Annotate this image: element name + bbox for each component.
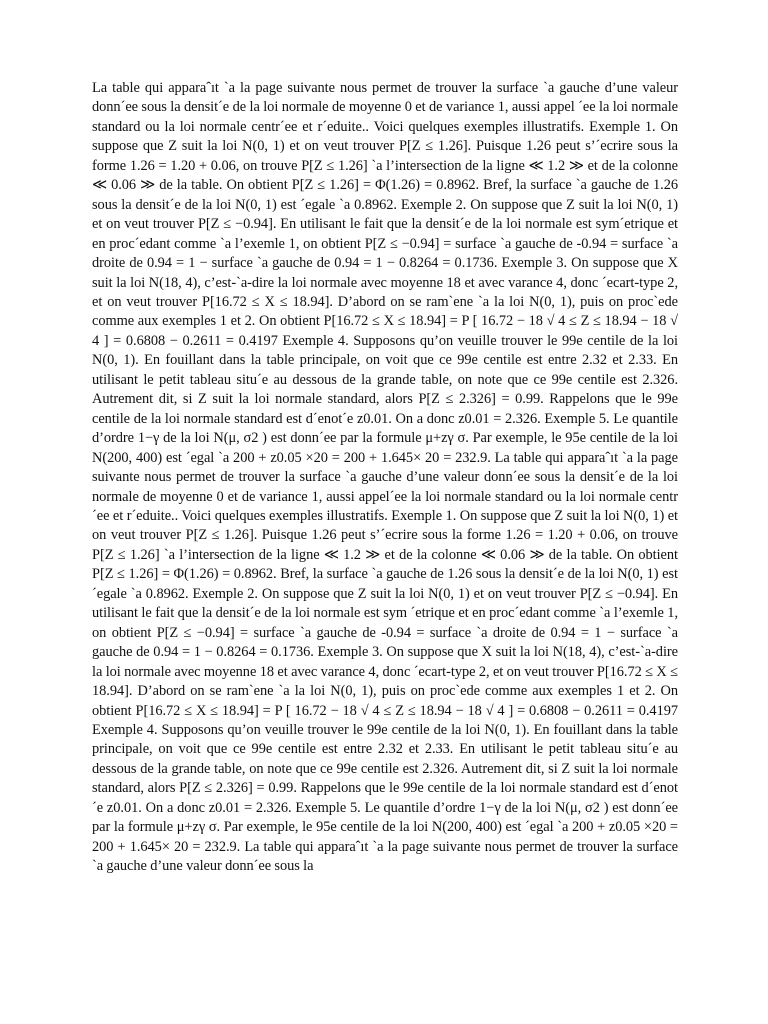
body-paragraph: La table qui apparaˆıt `a la page suivante nous permet de trouver la surface `a gauche d’une valeur donn´ee sous la densit´e de la loi normale de moyenne 0 et de variance 1, aussi appel ´ee la loi normale standard ou la loi normale centr´ee et r´eduite.. Voici quelques exemples illustratifs. Exemple 1. On suppose que Z suit la loi N(0, 1) et on veut trouver P[Z ≤ 1.26]. Puisque 1.26 peut s’´ecrire sous la forme 1.26 = 1.20 + 0.06, on trouve P[Z ≤ 1.26] `a l’intersection de la ligne ≪ 1.2 ≫ et de la colonne ≪ 0.06 ≫ de la table. On obtient P[Z ≤ 1.26] = Φ(1.26) = 0.8962. Bref, la surface `a gauche de 1.26 sous la densit´e de la loi N(0, 1) est ´egale `a 0.8962. Exemple 2. On suppose que Z suit la loi N(0, 1) et on veut trouver P[Z ≤ −0.94]. En utilisant le fait que la densit´e de la loi normale est sym´etrique et en proc´edant comme `a l’exemle 1, on obtient P[Z ≤ −0.94] = surface `a gauche de -0.94 = surface `a droite de 0.94 = 1 − surface `a gauche de 0.94 = 1 − 0.8264 = 0.1736. Exemple 3. On suppose que X suit la loi N(18, 4), c’est-`a-dire la loi normale avec moyenne 18 et avec varance 4, donc ´ecart-type 2, et on veut trouver P[16.72 ≤ X ≤ 18.94]. D’abord on se ram`ene `a la loi N(0, 1), puis on proc`ede comme aux exemples 1 et 2. On obtient P[16.72 ≤ X ≤ 18.94] = P [ 16.72 − 18 √ 4 ≤ Z ≤ 18.94 − 18 √ 4 ] = 0.6808 − 0.2611 = 0.4197 Exemple 4. Supposons qu’on veuille trouver le 99e centile de la loi N(0, 1). En fouillant dans la table principale, on voit que ce 99e centile est entre 2.32 et 2.33. En utilisant le petit tableau situ´e au dessous de la grande table, on note que ce 99e centile est 2.326. Autrement dit, si Z suit la loi normale standard, alors P[Z ≤ 2.326] = 0.99. Rappelons que le 99e centile de la loi normale standard est d´enot´e z0.01. On a donc z0.01 = 2.326. Exemple 5. Le quantile d’ordre 1−γ de la loi N(μ, σ2 ) est donn´ee par la formule μ+zγ σ. Par exemple, le 95e centile de la loi N(200, 400) est ´egal `a 200 + z0.05 ×20 = 200 + 1.645× 20 = 232.9. La table qui apparaˆıt `a la page suivante nous permet de trouver la surface `a gauche d’une valeur donn´ee sous la densit´e de la loi normale de moyenne 0 et de variance 1, aussi appel´ee la loi normale standard ou la loi normale centr ´ee et r´eduite.. Voici quelques exemples illustratifs. Exemple 1. On suppose que Z suit la loi N(0, 1) et on veut trouver P[Z ≤ 1.26]. Puisque 1.26 peut s’´ecrire sous la forme 1.26 = 1.20 + 0.06, on trouve P[Z ≤ 1.26] `a l’intersection de la ligne ≪ 1.2 ≫ et de la colonne ≪ 0.06 ≫ de la table. On obtient P[Z ≤ 1.26] = Φ(1.26) = 0.8962. Bref, la surface `a gauche de 1.26 sous la densit´e de la loi N(0, 1) est ´egale `a 0.8962. Exemple 2. On suppose que Z suit la loi N(0, 1) et on veut trouver P[Z ≤ −0.94]. En utilisant le fait que la densit´e de la loi normale est sym ´etrique et en proc´edant comme `a l’exemle 1, on obtient P[Z ≤ −0.94] = surface `a gauche de -0.94 = surface `a droite de 0.94 = 1 − surface `a gauche de 0.94 = 1 − 0.8264 = 0.1736. Exemple 3. On suppose que X suit la loi N(18, 4), c’est-`a-dire la loi normale avec moyenne 18 et avec varance 4, donc ´ecart-type 2, et on veut trouver P[16.72 ≤ X ≤ 18.94]. D’abord on se ram`ene `a la loi N(0, 1), puis on proc`ede comme aux exemples 1 et 2. On obtient P[16.72 ≤ X ≤ 18.94] = P [ 16.72 − 18 √ 4 ≤ Z ≤ 18.94 − 18 √ 4 ] = 0.6808 − 0.2611 = 0.4197 Exemple 4. Supposons qu’on veuille trouver le 99e centile de la loi N(0, 1). En fouillant dans la table principale, on voit que ce 99e centile est entre 2.32 et 2.33. En utilisant le petit tableau situ´e au dessous de la grande table, on note que ce 99e centile est 2.326. Autrement dit, si Z suit la loi normale standard, alors P[Z ≤ 2.326] = 0.99. Rappelons que le 99e centile de la loi normale standard est d´enot´e z0.01. On a donc z0.01 = 2.326. Exemple 5. Le quantile d’ordre 1−γ de la loi N(μ, σ2 ) est donn´ee par la formule μ+zγ σ. Par exemple, le 95e centile de la loi N(200, 400) est ´egal `a 200 + z0.05 ×20 = 200 + 1.645× 20 = 232.9. La table qui apparaˆıt `a la page suivante nous permet de trouver la surface `a gauche d’une valeur donn´ee sous la [92, 80, 678, 875]
